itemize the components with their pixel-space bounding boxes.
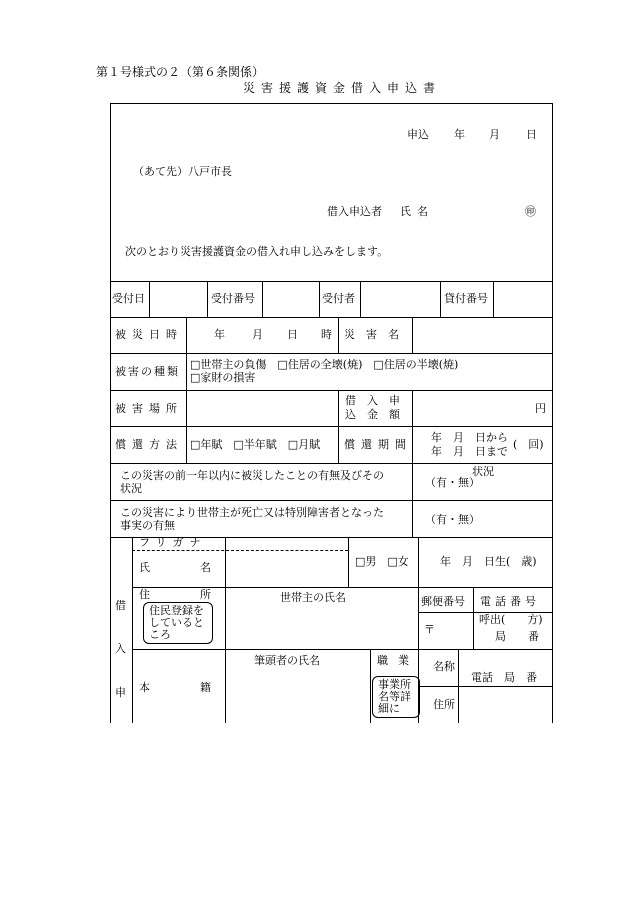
head-name-label: 筆頭者の氏名 — [254, 654, 320, 667]
receiver-label: 受付者 — [322, 292, 355, 305]
domicile-label: 本籍 — [139, 681, 261, 694]
side-label-apply: 申 — [115, 686, 126, 699]
birth-date: 年 月 日生( 歳) — [440, 555, 537, 568]
received-date-label: 受付日 — [112, 292, 145, 305]
applicant-name: 氏名 — [139, 561, 261, 574]
loan-number-label: 貸付番号 — [444, 292, 488, 305]
apply-month: 月 — [489, 128, 500, 141]
received-number-label: 受付番号 — [211, 292, 255, 305]
loan-amount-label-2: 込金額 — [345, 408, 411, 421]
form-title: 災害援護資金借入申込書 — [243, 81, 442, 95]
householder-name-label: 世帯主の氏名 — [280, 591, 346, 604]
apply-date-label: 申込 — [407, 128, 429, 141]
period-to: 年 月 日まで — [431, 445, 508, 458]
company-name-label: 名称 — [433, 660, 455, 673]
address-label: 住所 — [139, 588, 261, 601]
apply-day: 日 — [526, 128, 537, 141]
prior-status-label: 状況 — [472, 465, 494, 478]
damage-type-label: 被害の種類 — [115, 365, 180, 378]
damage-place-label: 被害場所 — [115, 402, 183, 415]
occupation-note-2: 名等詳 — [378, 690, 411, 703]
loan-amount-label-1: 借入申 — [345, 394, 411, 407]
damage-options-2: □家財の損害 — [190, 371, 256, 384]
repay-options: □年賦 □半年賦 □月賦 — [190, 438, 321, 451]
furigana-label: フリガナ — [139, 536, 207, 549]
prior-choice: （有・無） — [425, 476, 480, 489]
occupation-note-1: 事業所 — [378, 678, 411, 691]
prior-disaster-text-1: この災害の前一年以内に被災したことの有無及びその — [120, 469, 384, 482]
apply-year: 年 — [454, 128, 465, 141]
phone-call: 呼出( 方) — [479, 613, 543, 626]
repay-method-label: 償還方法 — [115, 438, 183, 451]
side-label-in: 入 — [115, 642, 126, 655]
company-address-label: 住所 — [433, 698, 455, 711]
address-note-3: ころ — [149, 628, 171, 641]
phone-label: 電話番号 — [480, 595, 540, 608]
death-text-2: 事実の有無 — [120, 519, 175, 532]
postal-mark: 〒 — [424, 623, 435, 636]
phone-station: 局 番 — [495, 630, 539, 643]
seal-mark: ㊞ — [525, 205, 536, 218]
address-note-2: していると — [149, 616, 204, 629]
period-count: ( 回) — [513, 438, 544, 451]
disaster-year: 年 — [214, 328, 225, 341]
statement: 次のとおり災害援護資金の借入れ申し込みをします。 — [125, 245, 389, 258]
occupation-label: 職業 — [377, 654, 419, 667]
side-label-borrow: 借 — [115, 599, 126, 612]
applicant-label: 借入申込者 — [327, 205, 382, 218]
gender-options: □男 □女 — [355, 555, 409, 568]
disaster-datetime-label: 被災日時 — [115, 328, 183, 341]
disaster-name-label: 災害名 — [344, 328, 410, 341]
death-choice: （有・無） — [425, 513, 480, 526]
period-from: 年 月 日から — [431, 431, 508, 444]
disaster-hour: 時 — [321, 328, 332, 341]
company-phone: 電話 局 番 — [471, 671, 537, 684]
form-number: 第１号様式の２（第６条関係） — [96, 65, 265, 79]
postal-code-label: 郵便番号 — [421, 595, 465, 608]
disaster-day: 日 — [287, 328, 298, 341]
applicant-name-label: 氏名 — [400, 205, 434, 218]
addressee: （あて先）八戸市長 — [133, 165, 232, 178]
occupation-note-3: 細に — [378, 702, 400, 715]
yen-unit: 円 — [535, 402, 546, 415]
damage-options-1: □世帯主の負傷 □住居の全壊(焼) □住居の半壊(焼) — [190, 358, 459, 371]
disaster-month: 月 — [252, 328, 263, 341]
prior-disaster-text-2: 状況 — [120, 482, 142, 495]
death-text-1: この災害により世帯主が死亡又は特別障害者となった — [120, 506, 384, 519]
repay-period-label: 償還期間 — [344, 438, 412, 451]
address-note-1: 住民登録を — [149, 604, 204, 617]
